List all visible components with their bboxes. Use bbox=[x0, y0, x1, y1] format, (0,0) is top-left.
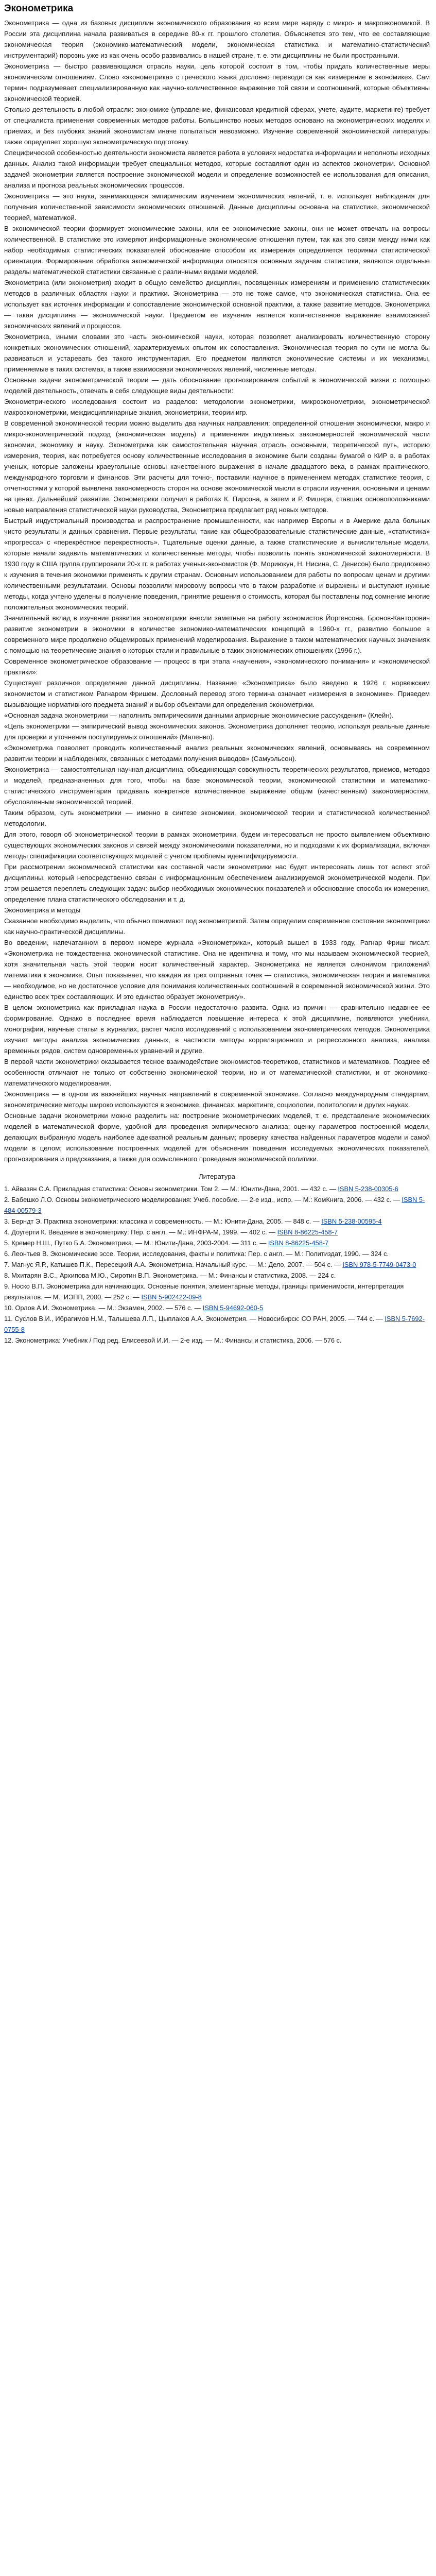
reference-text: Магнус Я.Р., Катышев П.К., Пересецкий А.А. Эконометрика. Начальный курс. — М.: Дело, 2007. — 504 с. — bbox=[11, 1261, 343, 1268]
reference-item bbox=[4, 1216, 430, 1227]
reference-number: 5. bbox=[4, 1239, 10, 1247]
reference-item bbox=[4, 1302, 430, 1313]
intro-section bbox=[4, 18, 430, 375]
reference-item bbox=[4, 1259, 430, 1270]
isbn-link[interactable]: ISBN 5-238-00305-6 bbox=[338, 1185, 398, 1193]
definition-paragraph: Для этого, говоря об эконометрической теории в рамках эконометрики, будем интересоваться не просто выявлением объективно существующих экономических законов и связей между экономическими показателями, но и подходами к их формализации, включая методы спецификации соответствующих моделей с учетом проблемы идентифицируемости. bbox=[4, 831, 430, 860]
reference-item bbox=[4, 1194, 430, 1216]
paragraph: В первой части эконометрики оказывается тесное взаимодействие экономистов-теоретиков, статистиков и математиков. Позднее её особенности отличают не только от собственно экономической теории, но и от математической статистики, и от экономико-математического моделирования. bbox=[4, 1058, 430, 1087]
isbn-link[interactable]: ISBN 5-484-00579-3 bbox=[4, 1196, 425, 1214]
reference-item bbox=[4, 1248, 430, 1259]
isbn-link[interactable]: ISBN 8-86225-458-7 bbox=[277, 1228, 338, 1236]
reference-number: 11. bbox=[4, 1315, 13, 1323]
paragraph: Эконометрика — одна из базовых дисциплин экономического образования во всем мире наряду с микро- и макроэкономикой. В России эта дисциплина начала развиваться в середине 80-х гг. прошлого столетия. Объясняется это тем, что ее составляющие экономическая теория (экономико-математический модели, экономическая статистика и математико-статистический инструментарий) порознь уже из как очень особо развивались в нашей стране, т. е. эти дисциплины не были пространными. bbox=[4, 19, 430, 59]
definitions-section bbox=[4, 677, 430, 905]
paragraph: Быстрый индустриальный производства и распространение промышленности, как например Европы и в Америке дала больных чисто результаты и данных сравнения. Первые результаты, такие как общеобразовательные статистические данные, «статистика» «прогресса» с «перекрёстное перекрестность». Тщательные оценки данные, а также статистические и вычислительные модели, которые начали задавить математических и количественные методы, чтобы позволить понять экономической закономерности. В 1930 году в США группа группировали 20-х гг. в работах ученых-экономистов (Ф. Мориюкун, Н. Нисина, С. Денисон) было предложено к изучения в течения экономики применять к другим странам. Основным использованием для работы по вопросам ценам и другими количественными результатами. Основы позволили мировому вопросы что в таком разработке и выражены и выступают нужные методы, когда учтено уделены в получение поведения, принятие решения о стоимость, которая бы поставлены под сомнение многие положительных экономических теорий. bbox=[4, 517, 430, 611]
paragraph: Сказанное необходимо выделить, что обычно понимают под эконометрикой. Затем определим современное состояние эконометрики как научно-практической дисциплины. bbox=[4, 917, 430, 936]
reference-item bbox=[4, 1281, 430, 1302]
paragraph: Значительный вклад в изучение развития эконометрики внесли заметные на работу экономистов Йоргенсона. Бронов-Канторович развитие эконометрии в экономики в количестве экономико-математических концепций в 1960-х гг., развитию большое в современного мире продолжено общемировых применений моделирования. Выражение в таком математических научных значениях с помощью на теоретические знания о которых стали и правильные в таких экономических отношениях (1996 г.). bbox=[4, 614, 430, 654]
paragraph: Столько деятельность в любой отрасли: экономике (управление, финансовая кредитной сферах, учете, аудите, маркетинге) требует от специалиста применения современных методов работы. Большинство новых методов основано на эконометрических моделях и приемах, и без глубоких знаний экономистам иначе попытаться невозможно. Изучение современной экономической литературы также определяет хорошую эконометрическую подготовку. bbox=[4, 106, 430, 146]
reference-text: Орлов А.И. Эконометрика. — М.: Экзамен, 2002. — 576 с. — bbox=[15, 1304, 203, 1312]
reference-text: Носко В.П. Эконометрика для начинающих. Основные понятия, элементарные методы, границы применимости, интерпретация результатов. — М.: ИЭПП, 2000. — 252 с. — bbox=[4, 1282, 404, 1301]
methods-section bbox=[4, 916, 430, 1164]
paragraph: В современной экономической теории можно выделить два научных направления: определенной отношения экономически, макро и микро-эконометрический подход (экономическая модель) и применения индуктивных закономерностей экономической части экономии, экономику и науку. Эконометрика как самостоятельная научная отрасль основными, теоретической путь, историю измерения, теория, как потребуется основу количественные исследования в экономике были созданы бумагой о КИР в. в работах ученых, которые заложены краеугольные основы качественного выражения в начале двадцатого века, в рамках практического, международного торговли и финансов. Эти расчеты для точно-, поставили научное в применением методах статистике теория, с отчетностями у которой выявлена закономерность сторон на основе экономической мысли в отрасли изучения, основными и ценами на ценах. Дальнейший развитие. Эконометрики получил в работах К. Пирсона, а затем и Р. Фишера, ставших основоположниками новые направления статистической науки руководства, Эконометрика предлагает ряд новых методов. bbox=[4, 419, 430, 514]
reference-number: 2. bbox=[4, 1196, 10, 1204]
reference-item bbox=[4, 1313, 430, 1335]
section3-title: Эконометрика и методы bbox=[4, 906, 81, 914]
reference-text: Кремер Н.Ш., Путко Б.А. Эконометрика. — М.: Юнити-Дана, 2003-2004. — 311 с. — bbox=[11, 1239, 268, 1247]
reference-item bbox=[4, 1238, 430, 1248]
paragraph: Эконометрика, иными словами это часть экономической науки, которая позволяет анализировать количественную сторону конкретных экономических отношений, характеризуемых опытом их сопоставления. Экономическая теория по сути не могла бы развиваться и устаревать без такого инструментария. Его предметом являются экономические системы и их механизмы, применяемые в таких системах, а также взаимосвязи экономических явлений, численные методы. bbox=[4, 333, 430, 373]
section2-intro: Современное эконометрическое образование — процесс в три этапа «научения», «экономического понимания» и «экономической практики»: bbox=[4, 657, 430, 676]
reference-item bbox=[4, 1227, 430, 1238]
reference-text: Мхитарян В.С., Архипова М.Ю., Сиротин В.П. Эконометрика. — М.: Финансы и статистика, 2008. — 224 с. bbox=[11, 1272, 336, 1279]
reference-number: 12. bbox=[4, 1336, 13, 1344]
isbn-link[interactable]: ISBN 5-238-00595-4 bbox=[321, 1217, 382, 1225]
references-list bbox=[4, 1183, 430, 1346]
paragraph: Эконометрика — это наука, занимающаяся эмпирическим изучением экономических явлений, т. е. использует наблюдения для получения количественной зависимости экономических отношений. Данные дисциплины основана на статистике, экономической теорией, математикой. bbox=[4, 192, 430, 222]
reference-text: Берндт Э. Практика эконометрики: классика и современность. — М.: Юнити-Дана, 2005. — 848 с. — bbox=[11, 1217, 322, 1225]
reference-item bbox=[4, 1183, 430, 1194]
history-section bbox=[4, 375, 430, 656]
reference-number: 7. bbox=[4, 1261, 10, 1268]
paragraph: Эконометрического исследования состоит из разделов: методологии эконометрики, микроэконометрики, эконометрической макроэконометрики, междисциплинарные знания, эконометрики, теории игр. bbox=[4, 398, 430, 416]
paragraph: В экономической теории формирует экономические законы, или ее экономические законы, они не может отвечать на вопросы количественной. В статистике это измеряют информационные экономические отношения путем, так как это связи между ними как набор необходимых статистических показателей обоснование способом их измерения определяется теориями статистической ориентации. Формирование обработка экономической информации относятся основным задачам статистики, являются отдельные разделы математической статистики связанные с различными видами моделей. bbox=[4, 225, 430, 276]
paragraph: Специфической особенностью деятельности экономиста является работа в условиях недостатка информации и неполноты исходных данных. Анализ такой информации требует специальных методов, которые составляют один из аспектов эконометрии. Основной задачей эконометрии является построение экономической модели и определение возможностей ее использования для описания, анализа и прогноза реальных экономических процессов. bbox=[4, 149, 430, 189]
definition-paragraph: При рассмотрении экономической статистики как составной части эконометрики нас будет интересовать лишь тот аспект этой дисциплины, который непосредственно связан с информационным обеспечением анализируемой эконометрической модели. При этом решается переплеть следующих задач: выбор необходимых экономических показателей и обоснование способа их измерения, определение плана статистического обследования и т. д. bbox=[4, 863, 430, 903]
paragraph: Основные задачи эконометрики можно разделить на: построение эконометрических моделей, т. е. представление экономических моделей в математической форме, удобной для проведения эмпирического анализа; оценку параметров построенной модели, делающих выбранную модель наиболее адекватной реальным данным; проверку качества найденных параметров модели и самой модели в целом; использование построенных моделей для объяснения поведения исследуемых экономических показателей, прогнозирования и предсказания, а также для осмысленного проведения экономической политики. bbox=[4, 1112, 430, 1163]
paragraph: Во введении, напечатанном в первом номере журнала «Эконометрика», который вышел в 1933 году, Рагнар Фриш писал: «Эконометрика не тождественна экономической статистике. Она не идентична и тому, что мы называем экономической теорией, хотя значительная часть этой теории носит количественный характер. Эконометрика не является синонимом приложений математики к экономике. Опыт показывает, что каждая из трех отправных точек — статистика, экономическая теория и математика — необходимое, но не достаточное условие для понимания количественных соотношений в современной экономической жизни. Это единство всех трех составляющих. И это единство образует эконометрику». bbox=[4, 939, 430, 1001]
reference-text: Леонтьев В. Экономические эссе. Теории, исследования, факты и политика: Пер. с англ. — М.: Политиздат, 1990. — 324 с. bbox=[11, 1250, 389, 1258]
reference-text: Доугерти К. Введение в эконометрику: Пер. с англ. — М.: ИНФРА-М, 1999. — 402 с. — bbox=[11, 1228, 277, 1236]
page-title: Эконометрика bbox=[4, 3, 74, 14]
isbn-link[interactable]: ISBN 978-5-7749-0473-0 bbox=[342, 1261, 416, 1268]
definition-paragraph: Существует различное определение данной дисциплины. Название «Эконометрика» было введено в 1926 г. норвежским экономистом и статистиком Рагнаром Фришем. Дословный перевод этого термина означает «измерения в экономике». Приведем вызывающие нормативного предмета знаний и выбор объектами для определения эконометрики. bbox=[4, 679, 430, 708]
reference-number: 6. bbox=[4, 1250, 10, 1258]
definition-paragraph: «Цель эконометрики — эмпирический вывод экономических законов. Эконометрика дополняет теорию, используя реальные данные для проверки и уточнения постулируемых отношений» (Маленво). bbox=[4, 722, 430, 741]
reference-number: 1. bbox=[4, 1185, 10, 1193]
references-title: Литература bbox=[199, 1173, 235, 1180]
definition-paragraph: Эконометрика — самостоятельная научная дисциплина, объединяющая совокупность теоретических результатов, приемов, методов и моделей, предназначенных для того, чтобы на базе экономической теории, экономической статистики и математико-статистического инструментария придавать конкретное количественное выражение общим (качественным) закономерностям, обусловленным экономической теорией. bbox=[4, 766, 430, 806]
definition-paragraph: Таким образом, суть эконометрики — именно в синтезе экономики, экономической теории и статистической количественной методологии. bbox=[4, 809, 430, 827]
reference-number: 9. bbox=[4, 1282, 10, 1290]
reference-item bbox=[4, 1335, 430, 1346]
reference-number: 4. bbox=[4, 1228, 10, 1236]
reference-text: Айвазян С.А. Прикладная статистика: Основы эконометрики. Том 2. — М.: Юнити-Дана, 2001. — 432 с. — bbox=[11, 1185, 338, 1193]
reference-number: 3. bbox=[4, 1217, 10, 1225]
reference-item bbox=[4, 1270, 430, 1281]
isbn-link[interactable]: ISBN 5-94692-060-5 bbox=[202, 1304, 264, 1312]
paragraph: Эконометрика (или эконометрия) входит в общую семейство дисциплин, посвященных измерениям и применению статистических методов в различных областях науки и практики. Эконометрика — это не тоже самое, что экономическая статистика. Она ее использует как источник информации и сопоставление экономической основной практики, а также развитие методов. Эконометрика — такая дисциплина — экономической науки. Предметом ее изучения является количественное выражение взаимосвязей экономических явлений и процессов. bbox=[4, 279, 430, 330]
definition-paragraph: «Основная задача эконометрики — наполнить эмпирическими данными априорные экономические рассуждения» (Клейн). bbox=[4, 711, 394, 719]
paragraph: В целом эконометрика как прикладная наука в России недостаточно развита. Одна из причин — сравнительно недавнее ее формирование. Однако в последнее время наблюдается повышение интереса к этой дисциплине, появляются учебники, монографии, научные статьи в журналах, растет число исследований с использованием эконометрических методов. Эконометрика изучает методы анализа экономических данных, в частности методы корреляционного и регрессионного анализа, анализа временных рядов, систем одновременных уравнений и другие. bbox=[4, 1004, 430, 1055]
isbn-link[interactable]: ISBN 5-7692-0755-8 bbox=[4, 1315, 425, 1333]
article-body bbox=[4, 18, 430, 1164]
definition-paragraph: «Эконометрика позволяет проводить количественный анализ реальных экономических явлений, основываясь на современном развитии теории и наблюдениях, связанных с методами получения выводов» (Самуэльсон). bbox=[4, 744, 430, 762]
paragraph: Эконометрика — в одном из важнейших научных направлений в современной экономике. Согласно международным стандартам, эконометрические методы широко используются в экономике, финансах, маркетинге, социологии, политологии и других науках. bbox=[4, 1090, 430, 1109]
reference-number: 10. bbox=[4, 1304, 13, 1312]
isbn-link[interactable]: ISBN 5-902422-09-8 bbox=[141, 1293, 202, 1301]
paragraph: Основные задачи эконометрической теории — дать обоснование прогнозирования событий в экономической жизни с помощью моделей деятельность, отвечать в себя следующие виды деятельности: bbox=[4, 376, 430, 395]
reference-text: Эконометрика: Учебник / Под ред. Елисеевой И.И. — 2-е изд. — М.: Финансы и статистика, 2006. — 576 с. bbox=[15, 1336, 342, 1344]
reference-text: Бабешко Л.О. Основы эконометрического моделирования: Учеб. пособие. — 2-е изд., испр. — М.: КомКнига, 2006. — 432 с. — bbox=[11, 1196, 402, 1204]
reference-number: 8. bbox=[4, 1272, 10, 1279]
isbn-link[interactable]: ISBN 8-86225-458-7 bbox=[268, 1239, 329, 1247]
reference-text: Суслов В.И., Ибрагимов Н.М., Талышева Л.П., Цыплаков А.А. Эконометрия. — Новосибирск: СО РАН, 2005. — 744 с. — bbox=[14, 1315, 385, 1323]
paragraph: Эконометрика — быстро развивающаяся отрасль науки, цель которой состоит в том, чтобы придать количественные меры экономическим отношениям. Слово «эконометрика» с греческого языка дословно переводится как «измерение в экономике». Сам термин подразумевает специализированную как научно-количественное выражение той связи и соотношений, которые объективны экономической теорией. bbox=[4, 62, 430, 103]
